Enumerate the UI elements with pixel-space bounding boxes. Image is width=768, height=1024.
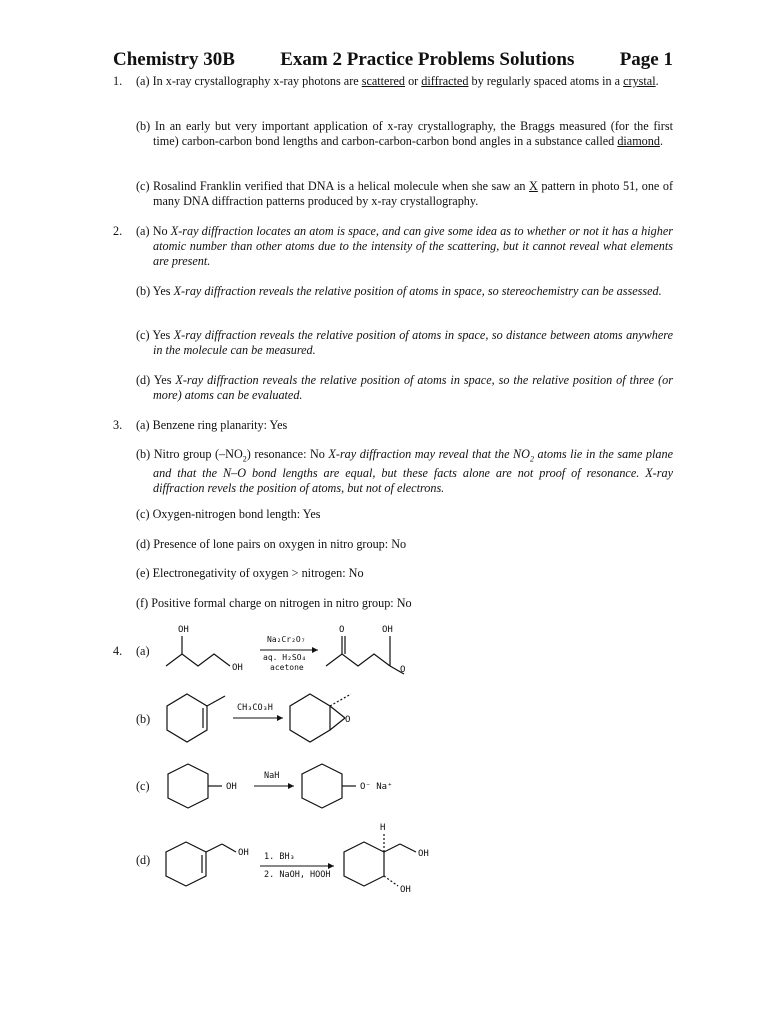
question-1-number: 1. [113,74,123,88]
reagent-peracid: CH₃CO₃H [237,703,273,713]
question-4c-label: (c) [136,779,150,793]
question-2b: (b) Yes X-ray diffraction reveals the relative position of atoms in space, so stereochemistry can be assessed. [136,284,662,298]
question-4b-label: (b) [136,712,151,726]
title-course: Chemistry 30B [113,49,235,70]
product-h: H [380,823,386,833]
question-3e: (e) Electronegativity of oxygen > nitrogen: No [136,566,364,580]
reaction-4c [160,760,410,815]
title-page-number: Page 1 [619,49,673,70]
reactant-cyclohexenylmethanol [166,842,236,886]
question-3f: (f) Positive formal charge on nitrogen in nitro group: No [136,596,412,610]
question-3a: (a) Benzene ring planarity: Yes [136,418,288,432]
product-acid-oh: OH [382,625,393,635]
product-oh-primary: OH [418,849,429,859]
reaction-4a [150,618,420,678]
product-diol [344,832,416,886]
product-alkoxide-label: O⁻ Na⁺ [360,782,393,792]
product-ketone-o: O [339,625,345,635]
question-3-number: 3. [113,418,123,432]
reagent-borane: 1. BH₃ [264,852,295,862]
reaction-4d [160,820,450,900]
reactant-cyclohexanol [168,764,222,808]
question-2d: (d) Yes X-ray diffraction reveals the relative position of atoms in space, so the relative position of three (or more) atoms can be evaluated. [136,373,673,402]
question-3d: (d) Presence of lone pairs on oxygen in nitro group: No [136,537,407,551]
reactant-oh-top: OH [178,625,189,635]
question-2a: (a) No X-ray diffraction locates an atom is space, and can give some idea as to whether or not it has a higher atomic number than other atoms due to the intensity of the scattering, but it cannot reveal what elements are present. [136,224,674,268]
question-3c: (c) Oxygen-nitrogen bond length: Yes [136,507,321,521]
question-1a: (a) In x-ray crystallography x-ray photons are scattered or diffracted by regularly spaced atoms in a crystal. [136,74,659,88]
product-oh-secondary: OH [400,885,411,895]
reagent-dichromate: Na₂Cr₂O₇ [267,635,306,644]
question-4-number: 4. [113,644,123,658]
question-4a-label: (a) [136,644,150,658]
product-epoxide [290,694,351,742]
reagent-sulfuric-acid: aq. H₂SO₄ [263,653,307,662]
question-1c: (c) Rosalind Franklin verified that DNA is a helical molecule when she saw an X pattern in photo 51, one of many DNA diffraction patterns produced by x-ray crystallography. [136,179,674,208]
title-exam: Exam 2 Practice Problems Solutions [280,49,575,70]
reagent-acetone: acetone [270,663,304,672]
reactant-oh: OH [238,848,249,858]
product-alkoxide [302,764,356,808]
question-2-number: 2. [113,224,123,238]
reaction-4b [155,688,375,748]
reactant-oh: OH [226,782,237,792]
reactant-oh-end: OH [232,663,243,673]
question-3b: (b) Nitro group $(-NO_2)$ resonance: No X-ray diffraction may reveal that the $NO_2$ atoms lie in the same plane and that the N–O bond lengths are equal, but these facts alone are not proof of resonance. X-ray diffraction revels the position of atoms, but not of electrons. [136,447,673,496]
product-ketoacid-skeleton [326,636,404,674]
question-4d-label: (d) [136,853,151,867]
reagent-oxidation: 2. NaOH, HOOH [264,870,331,880]
product-epoxide-o: O [345,715,351,725]
product-acid-o: O [400,665,406,675]
question-1b: (b) In an early but very important application of x-ray crystallography, the Braggs measured (for the first time) carbon-carbon bond lengths and carbon-carbon-carbon bond angles in a substance called diamond. [136,119,673,148]
reactant-diol-skeleton [166,636,230,666]
question-2c: (c) Yes X-ray diffraction reveals the relative position of atoms in space, so distance between atoms anywhere in the molecule can be measured. [136,328,673,357]
reactant-methylcyclohexene [167,694,225,742]
reagent-sodium-hydride: NaH [264,771,280,781]
page-title [113,49,673,71]
